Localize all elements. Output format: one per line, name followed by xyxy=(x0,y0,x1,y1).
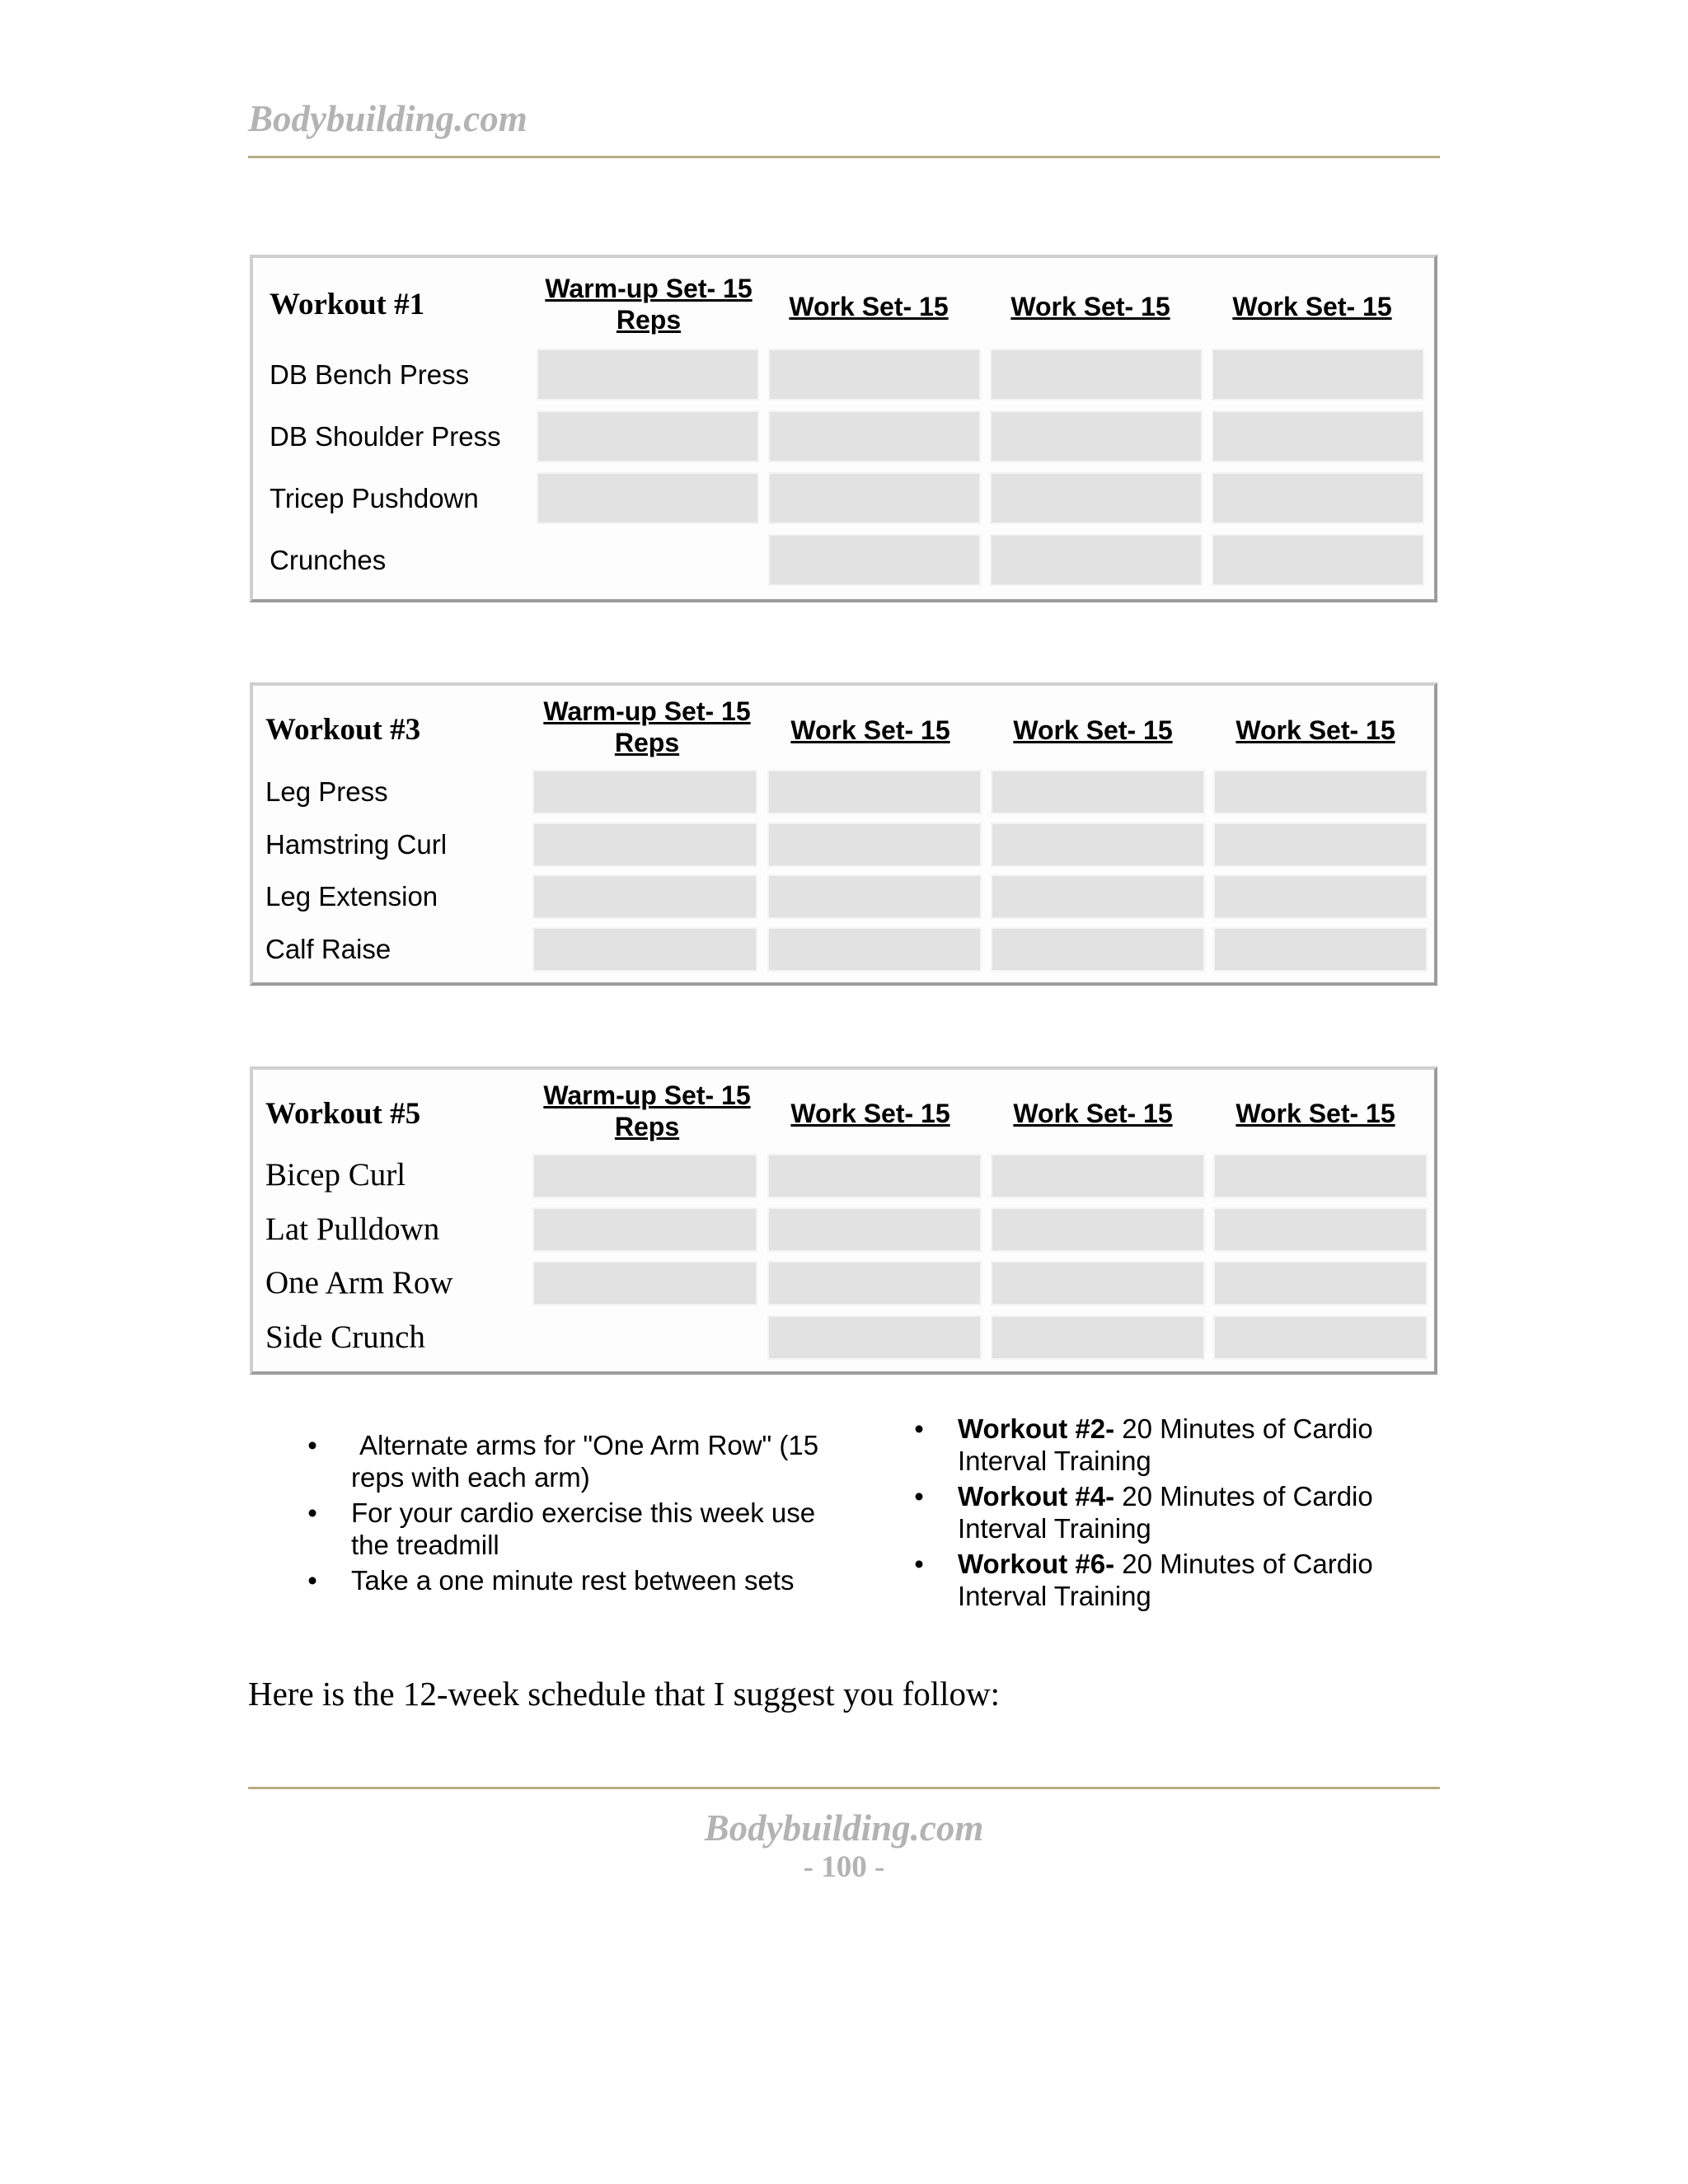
entry-cell[interactable] xyxy=(767,874,982,919)
bullet-icon: • xyxy=(914,1481,924,1511)
exercise-label: One Arm Row xyxy=(265,1265,453,1301)
column-header-work-set: Work Set- 15 xyxy=(790,715,950,745)
exercise-label: Tricep Pushdown xyxy=(270,483,479,513)
bullet-icon: • xyxy=(307,1565,317,1596)
entry-cell[interactable] xyxy=(991,927,1205,972)
list-item: • Take a one minute rest between sets xyxy=(300,1564,844,1596)
header-rule xyxy=(248,156,1440,158)
entry-cell[interactable] xyxy=(991,770,1205,814)
exercise-label: Crunches xyxy=(270,545,387,575)
entry-cell[interactable] xyxy=(1212,410,1424,462)
entry-cell[interactable] xyxy=(767,770,982,814)
entry-cell[interactable] xyxy=(532,1154,757,1198)
entry-cell[interactable] xyxy=(532,1261,757,1305)
page-number: - 100 - xyxy=(803,1850,885,1884)
workout-title: Workout #1 xyxy=(270,288,425,321)
entry-cell[interactable] xyxy=(990,349,1203,401)
notes-list-left xyxy=(300,1429,844,1600)
entry-cell[interactable] xyxy=(767,1315,982,1360)
entry-cell[interactable] xyxy=(532,927,757,972)
workout-table-1 xyxy=(250,255,1437,602)
entry-cell[interactable] xyxy=(768,349,981,401)
workout-title: Workout #5 xyxy=(265,1097,421,1131)
exercise-label: Calf Raise xyxy=(265,934,392,964)
entry-cell[interactable] xyxy=(1213,1261,1428,1305)
notes-list-right xyxy=(907,1413,1418,1615)
footer-site-title: Bodybuilding.com xyxy=(704,1807,984,1849)
bullet-icon: • xyxy=(307,1430,317,1460)
entry-cell[interactable] xyxy=(1213,770,1428,814)
entry-cell[interactable] xyxy=(537,410,759,462)
column-header-work-set: Work Set- 15 xyxy=(1010,292,1170,321)
entry-cell[interactable] xyxy=(1212,472,1424,524)
entry-cell[interactable] xyxy=(1213,823,1428,867)
entry-cell[interactable] xyxy=(767,1261,982,1305)
entry-cell[interactable] xyxy=(1213,874,1428,919)
entry-cell[interactable] xyxy=(990,534,1203,586)
exercise-label: Hamstring Curl xyxy=(265,829,448,860)
entry-cell[interactable] xyxy=(991,1261,1205,1305)
entry-cell[interactable] xyxy=(767,1154,982,1198)
entry-cell[interactable] xyxy=(768,410,981,462)
entry-cell[interactable] xyxy=(1213,1207,1428,1252)
workout-table-3 xyxy=(250,682,1437,986)
list-item: • For your cardio exercise this week use the treadmill xyxy=(300,1497,844,1561)
entry-cell[interactable] xyxy=(532,1207,757,1252)
entry-cell[interactable] xyxy=(1213,1154,1428,1198)
list-item: • Workout #4- 20 Minutes of Cardio Interval Training xyxy=(907,1480,1418,1544)
entry-cell[interactable] xyxy=(990,472,1203,524)
column-header-work-set: Work Set- 15 xyxy=(790,1099,950,1128)
entry-cell[interactable] xyxy=(991,823,1205,867)
column-header-warmup: Warm-up Set- 15 Reps xyxy=(545,274,753,335)
list-item: • Workout #6- 20 Minutes of Cardio Interval Training xyxy=(907,1548,1418,1612)
bullet-icon: • xyxy=(914,1413,924,1444)
exercise-label: Side Crunch xyxy=(265,1319,425,1355)
entry-cell[interactable] xyxy=(767,823,982,867)
entry-cell[interactable] xyxy=(991,1207,1205,1252)
column-header-work-set: Work Set- 15 xyxy=(1236,715,1395,745)
column-header-warmup: Warm-up Set- 15 Reps xyxy=(543,1080,751,1141)
entry-cell[interactable] xyxy=(768,534,981,586)
entry-cell[interactable] xyxy=(991,1315,1205,1360)
entry-cell[interactable] xyxy=(532,874,757,919)
footer-rule xyxy=(248,1787,1440,1789)
schedule-intro-paragraph: Here is the 12-week schedule that I suggest you follow: xyxy=(248,1675,1001,1713)
exercise-label: Lat Pulldown xyxy=(265,1212,440,1247)
list-item: • Alternate arms for "One Arm Row" (15 reps with each arm) xyxy=(300,1429,844,1493)
header-site-title: Bodybuilding.com xyxy=(248,98,528,139)
exercise-label: Bicep Curl xyxy=(265,1157,406,1193)
bullet-icon: • xyxy=(914,1549,924,1579)
entry-cell[interactable] xyxy=(1213,1315,1428,1360)
exercise-label: DB Bench Press xyxy=(270,359,470,390)
entry-cell[interactable] xyxy=(532,770,757,814)
column-header-work-set: Work Set- 15 xyxy=(1236,1099,1395,1128)
list-item: • Workout #2- 20 Minutes of Cardio Interval Training xyxy=(907,1413,1418,1477)
column-header-work-set: Work Set- 15 xyxy=(1013,1099,1173,1128)
entry-cell[interactable] xyxy=(767,927,982,972)
exercise-label: Leg Extension xyxy=(265,881,438,912)
exercise-label: Leg Press xyxy=(265,776,388,807)
entry-cell[interactable] xyxy=(537,472,759,524)
exercise-label: DB Shoulder Press xyxy=(270,421,501,452)
workout-table-5 xyxy=(250,1066,1437,1375)
entry-cell[interactable] xyxy=(1212,349,1424,401)
column-header-work-set: Work Set- 15 xyxy=(1232,292,1392,321)
entry-cell[interactable] xyxy=(768,472,981,524)
entry-cell[interactable] xyxy=(991,1154,1205,1198)
entry-cell[interactable] xyxy=(1212,534,1424,586)
entry-cell[interactable] xyxy=(532,823,757,867)
entry-cell[interactable] xyxy=(767,1207,982,1252)
bullet-icon: • xyxy=(307,1497,317,1528)
entry-cell[interactable] xyxy=(537,349,759,401)
entry-cell[interactable] xyxy=(1213,927,1428,972)
column-header-work-set: Work Set- 15 xyxy=(1013,715,1173,745)
workout-title: Workout #3 xyxy=(265,713,421,747)
column-header-warmup: Warm-up Set- 15 Reps xyxy=(543,696,751,757)
entry-cell[interactable] xyxy=(990,410,1203,462)
column-header-work-set: Work Set- 15 xyxy=(789,292,949,321)
entry-cell[interactable] xyxy=(991,874,1205,919)
